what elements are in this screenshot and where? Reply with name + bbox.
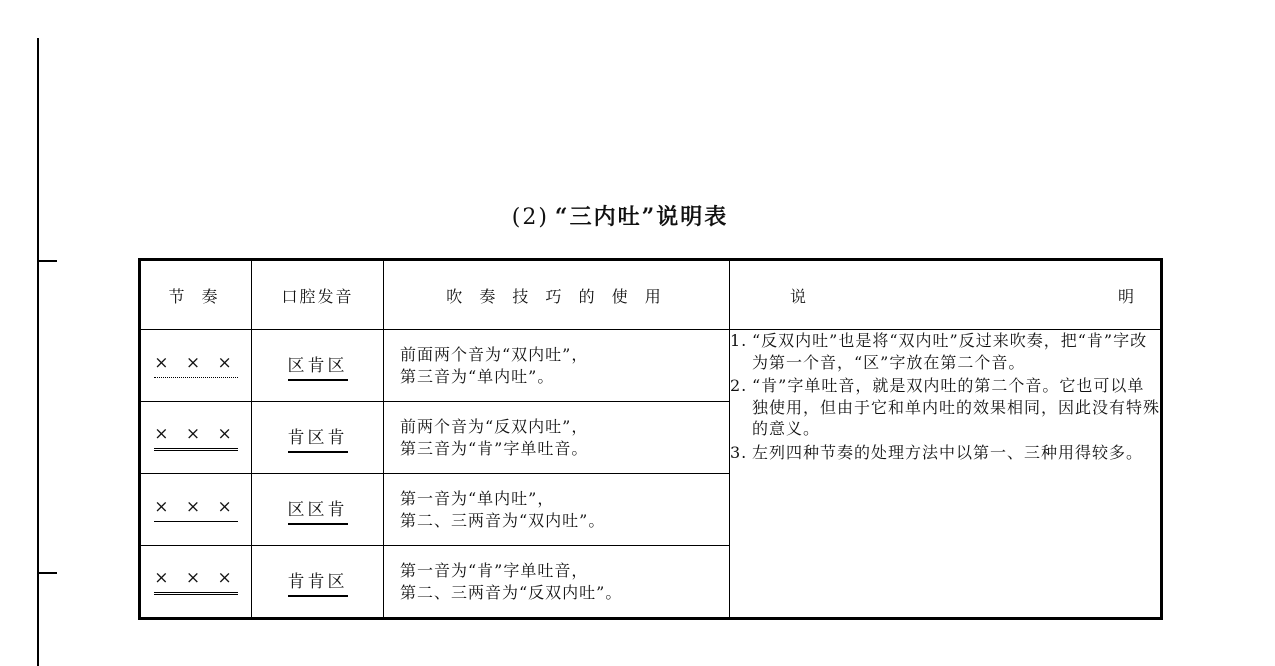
- note-number: 3.: [730, 442, 748, 462]
- technique-cell: [384, 546, 730, 619]
- margin-tick: [37, 572, 57, 574]
- technique-line: 第一音为“单内吐”，: [400, 488, 555, 508]
- technique-line: 第三音为“肯”字单吐音。: [400, 438, 589, 458]
- mouth-syllables: 区肯区: [288, 351, 348, 381]
- technique-line: 第二、三两音为“反双内吐”。: [400, 582, 623, 602]
- mouth-syllables: 肯肯区: [288, 567, 348, 597]
- rhythm-notation: × × ×: [154, 353, 238, 378]
- margin-tick: [37, 260, 57, 262]
- header-mouth: 口腔发音: [252, 260, 384, 330]
- note-item: [730, 375, 1160, 440]
- rhythm-notation: × × ×: [154, 497, 238, 522]
- technique-cell: [384, 474, 730, 546]
- note-number: 2.: [730, 376, 748, 395]
- title-number: (2): [511, 205, 549, 230]
- technique-line: 第一音为“肯”字单吐音，: [400, 560, 589, 580]
- rhythm-notation: × × ×: [154, 424, 238, 451]
- title-text: “三内吐”说明表: [554, 204, 729, 230]
- explanation-table: [138, 258, 1163, 620]
- mouth-syllables: 肯区肯: [288, 423, 348, 453]
- technique-cell: [384, 330, 730, 402]
- notes-cell: [730, 330, 1162, 619]
- table-row: [140, 330, 1162, 402]
- header-technique: 吹 奏 技 巧 的 使 用: [384, 260, 730, 330]
- note-text: 左列四种节奏的处理方法中以第一、三种用得较多。: [752, 442, 1144, 462]
- note-item: [730, 442, 1160, 464]
- technique-line: 前两个音为“反双内吐”，: [400, 416, 589, 436]
- mouth-syllables: 区区肯: [288, 495, 348, 525]
- technique-line: 前面两个音为“双内吐”，: [400, 344, 589, 364]
- note-text: “反双内吐”也是将“双内吐”反过来吹奏，把“肯”字改为第一个音，“区”字放在第二个音。: [752, 331, 1148, 372]
- technique-line: 第三音为“单内吐”。: [400, 366, 555, 386]
- header-notes-right: 明: [1117, 286, 1140, 306]
- header-notes: [730, 260, 1162, 330]
- note-number: 1.: [730, 331, 748, 350]
- header-row: [140, 260, 1162, 330]
- note-item: [730, 330, 1160, 373]
- table-title: [0, 200, 1240, 231]
- rhythm-notation: × × ×: [154, 568, 238, 595]
- header-notes-left: 说: [790, 286, 813, 306]
- technique-line: 第二、三两音为“双内吐”。: [400, 510, 606, 530]
- technique-cell: [384, 402, 730, 474]
- header-rhythm: 节 奏: [140, 260, 252, 330]
- note-text: “肯”字单吐音，就是双内吐的第二个音。它也可以单独使用，但由于它和单内吐的效果相同，因此没有特殊的意义。: [752, 376, 1161, 438]
